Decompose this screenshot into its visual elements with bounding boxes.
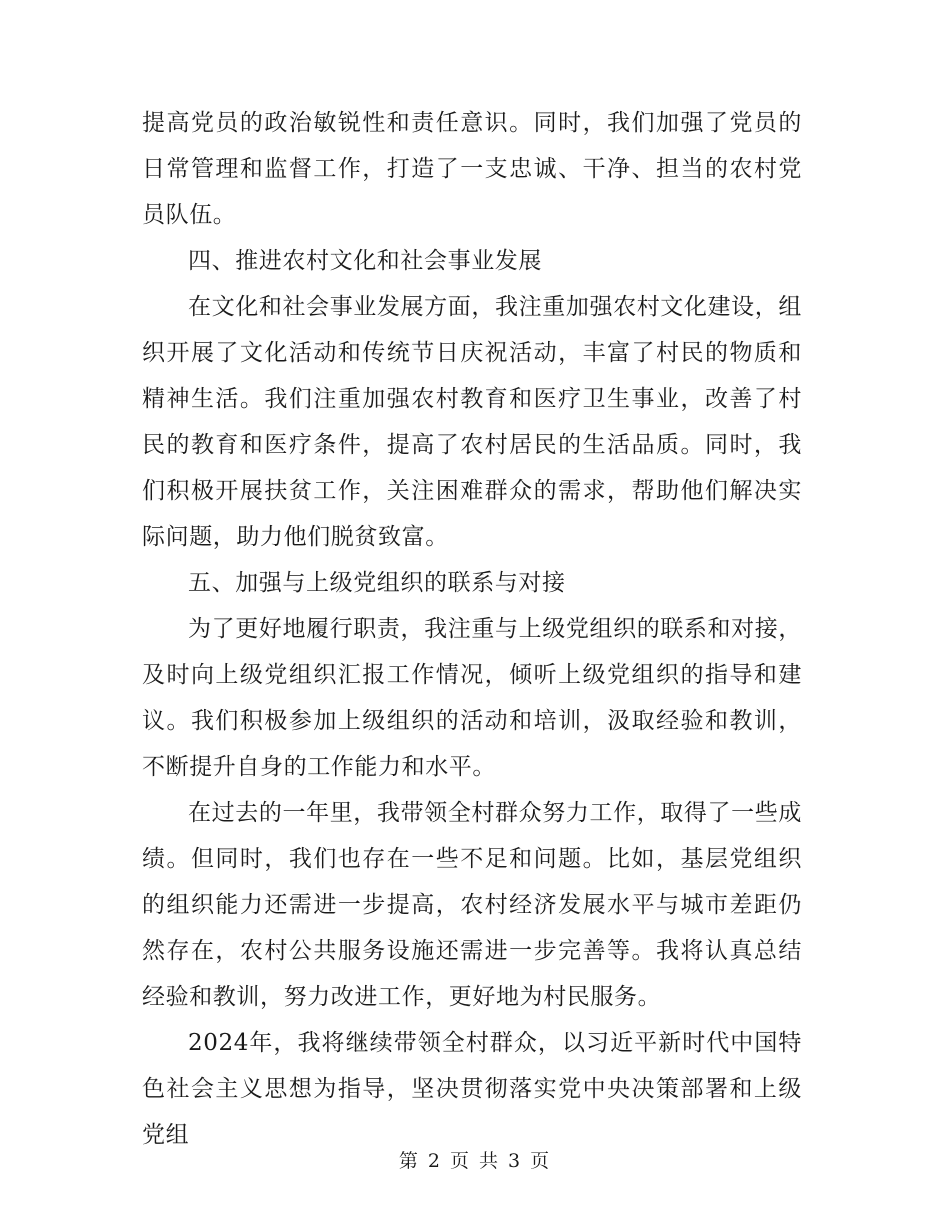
section-heading-4: 四、推进农村文化和社会事业发展 [188, 248, 542, 274]
document-body [142, 100, 802, 1158]
paragraph-summary: 在过去的一年里，我带领全村群众努力工作，取得了一些成绩。但同时，我们也存在一些不足和问题。比如，基层党组织的组织能力还需进一步提高，农村经济发展水平与城市差距仍然存在，农村公共服务设施还需进一步完善等。我将认真总结经验和教训，努力改进工作，更好地为村民服务。 [142, 800, 802, 1010]
paragraph-culture: 在文化和社会事业发展方面，我注重加强农村文化建设，组织开展了文化活动和传统节日庆祝活动，丰富了村民的物质和精神生活。我们注重加强农村教育和医疗卫生事业，改善了村民的教育和医疗条件，提高了农村居民的生活品质。同时，我们积极开展扶贫工作，关注困难群众的需求，帮助他们解决实际问题，助力他们脱贫致富。 [142, 294, 802, 550]
paragraph-liaison: 为了更好地履行职责，我注重与上级党组织的联系和对接，及时向上级党组织汇报工作情况，倾听上级党组织的指导和建议。我们积极参加上级组织的活动和培训，汲取经验和教训，不断提升自身的工作能力和水平。 [142, 616, 802, 780]
page-number-footer: 第 2 页 共 3 页 [398, 1150, 552, 1172]
paragraph-2024-plan: 2024年，我将继续带领全村群众，以习近平新时代中国特色社会主义思想为指导，坚决贯彻落实党中央决策部署和上级党组 [142, 1030, 802, 1148]
paragraph-continued: 提高党员的政治敏锐性和责任意识。同时，我们加强了党员的日常管理和监督工作，打造了一支忠诚、干净、担当的农村党员队伍。 [142, 110, 802, 228]
section-heading-5: 五、加强与上级党组织的联系与对接 [188, 570, 566, 596]
